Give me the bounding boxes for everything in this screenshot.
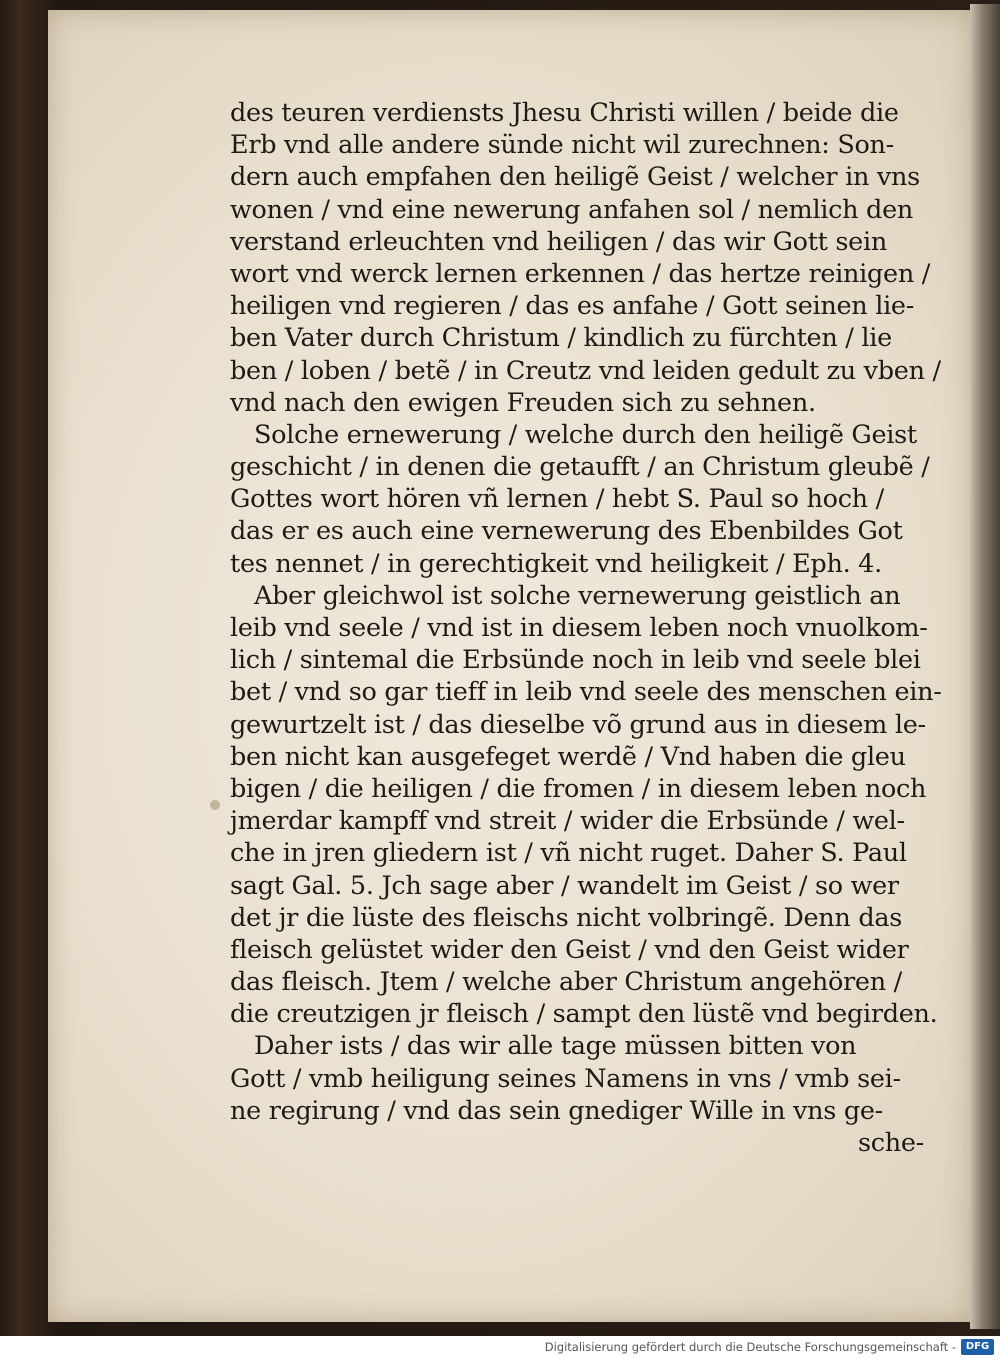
text-line: Erb vnd alle andere sünde nicht wil zurechnen: Son- (230, 130, 894, 161)
text-line: wonen / vnd eine newerung anfahen sol / nemlich den (230, 194, 913, 225)
paper-stain (210, 800, 220, 810)
funding-credit: Digitalisierung gefördert durch die Deutsche Forschungsgemeinschaft - (544, 1340, 956, 1354)
text-line: sagt Gal. 5. Jch sage aber / wandelt im Geist / so wer (230, 870, 899, 901)
text-line: lich / sintemal die Erbsünde noch in leib vnd seele blei (230, 645, 921, 676)
text-line: verstand erleuchten vnd heiligen / das wir Gott sein (230, 226, 887, 257)
text-line: jmerdar kampff vnd streit / wider die Erbsünde / wel- (230, 806, 905, 837)
text-line: bet / vnd so gar tieff in leib vnd seele des menschen ein- (230, 677, 942, 708)
text-line: geschicht / in denen die getaufft / an Christum gleubẽ / (230, 452, 930, 483)
text-line: det jr die lüste des fleischs nicht volbringẽ. Denn das (230, 902, 903, 933)
text-line: Gott / vmb heiligung seines Namens in vns / vmb sei- (230, 1063, 901, 1094)
text-line: ne regirung / vnd das sein gnediger Wille in vns ge- (230, 1095, 883, 1126)
text-line: tes nennet / in gerechtigkeit vnd heiligkeit / Eph. 4. (230, 548, 882, 579)
text-line: ben nicht kan ausgefeget werdẽ / Vnd haben die gleu (230, 741, 906, 772)
text-line: das er es auch eine vernewerung des Ebenbildes Got (230, 516, 903, 547)
text-line: heiligen vnd regieren / das es anfahe / Gott seinen lie- (230, 291, 915, 322)
text-line: des teuren verdiensts Jhesu Christi willen / beide die (230, 98, 899, 128)
text-line: ben / loben / betẽ / in Creutz vnd leiden gedult zu vben / (230, 355, 941, 386)
text-line: dern auch empfahen den heiligẽ Geist / welcher in vns (230, 162, 920, 193)
text-line: das fleisch. Jtem / welche aber Christum angehören / (230, 967, 902, 998)
text-line: leib vnd seele / vnd ist in diesem leben noch vnuolkom- (230, 613, 928, 643)
text-line: fleisch gelüstet wider den Geist / vnd den Geist wider (230, 934, 909, 965)
text-line: Gottes wort hören vñ lernen / hebt S. Paul so hoch / (230, 484, 884, 515)
paragraph-start-line: Solche ernewerung / welche durch den heiligẽ Geist (254, 419, 917, 450)
text-line: che in jren gliedern ist / vñ nicht ruget. Daher S. Paul (230, 838, 907, 869)
text-line: bigen / die heiligen / die fromen / in diesem leben noch (230, 773, 927, 804)
paragraph-start-line: Aber gleichwol ist solche vernewerung geistlich an (254, 580, 901, 611)
footer-bar (0, 1336, 1000, 1359)
catchword: sche- (858, 1128, 924, 1158)
page-text (230, 97, 942, 1159)
text-line: die creutzigen jr fleisch / sampt den lüstẽ vnd begirden. (230, 999, 938, 1030)
dfg-logo-icon: DFG (961, 1339, 994, 1355)
text-line: wort vnd werck lernen erkennen / das hertze reinigen / (230, 258, 931, 289)
text-line: gewurtzelt ist / das dieselbe võ grund aus in diesem le- (230, 709, 926, 740)
text-line: ben Vater durch Christum / kindlich zu fürchten / lie (230, 323, 892, 354)
paragraph-start-line: Daher ists / das wir alle tage müssen bitten von (254, 1031, 857, 1062)
page-edge (970, 4, 1000, 1329)
text-line: vnd nach den ewigen Freuden sich zu sehnen. (230, 387, 816, 418)
